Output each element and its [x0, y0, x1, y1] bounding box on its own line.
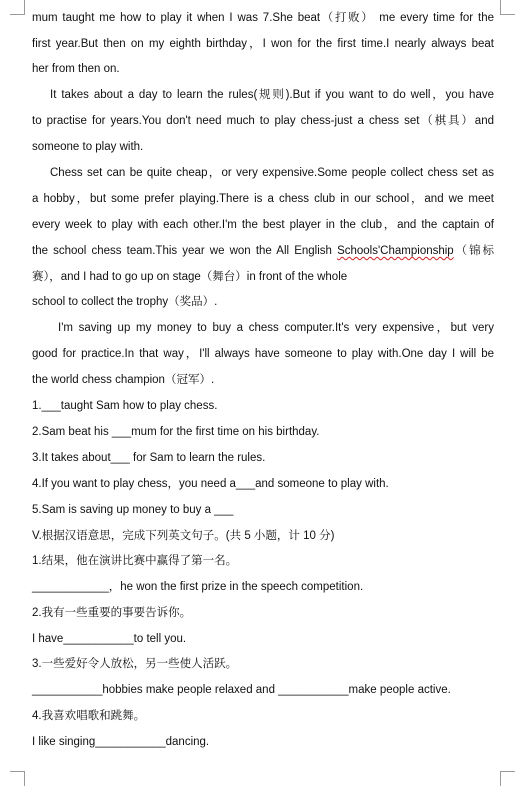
translation-prompt: 4.我喜欢唱歌和跳舞。: [32, 710, 146, 722]
passage-line: every week to play with each other.I'm the best player in the club，and the captain of: [32, 219, 494, 231]
passage-line: first year.But then on my eighth birthday，I won for the first time.I nearly always beat: [32, 38, 494, 50]
section-title: V.根据汉语意思，完成下列英文句子。(共 5 小题，计 10 分): [32, 530, 335, 542]
passage-line: mum taught me how to play it when I was 7.She beat（打败） me every time for the: [32, 12, 494, 24]
passage-line: a hobby，but some prefer playing.There is a chess club in our school，and we meet: [32, 193, 494, 205]
passage-text: the school chess team.This year we won the All English: [32, 245, 338, 257]
translation-answer-line: I like singing___________dancing.: [32, 736, 210, 748]
spellcheck-flagged-word: Schools'Championship: [337, 245, 454, 257]
translation-answer-line: ___________hobbies make people relaxed and ___________make people active.: [32, 684, 451, 696]
passage-line: [32, 243, 494, 259]
passage-text: （锦标: [453, 245, 495, 257]
passage-line: school to collect the trophy（奖品）.: [32, 296, 218, 308]
passage-line: It takes about a day to learn the rules(规则).But if you want to do well，you have: [50, 89, 494, 101]
translation-answer-line: ____________，he won the first prize in the speech competition.: [32, 581, 364, 593]
question-item: 1.___taught Sam how to play chess.: [32, 400, 218, 412]
passage-line: someone to play with.: [32, 141, 144, 153]
question-item: 4.If you want to play chess，you need a___and someone to play with.: [32, 478, 389, 490]
passage-line: to practise for years.You don't need much to play chess-just a chess set（棋具）and: [32, 115, 494, 127]
passage-line: her from then on.: [32, 63, 120, 75]
question-item: 3.It takes about___ for Sam to learn the rules.: [32, 452, 266, 464]
translation-prompt: 3.一些爱好令人放松，另一些使人活跃。: [32, 658, 238, 670]
page-corner-mark: [10, 771, 25, 786]
passage-line: 赛），and I had to go up on stage（舞台）in front of the whole: [32, 271, 348, 283]
question-item: 5.Sam is saving up money to buy a ___: [32, 504, 234, 516]
translation-answer-line: I have___________to tell you.: [32, 633, 187, 645]
passage-line: I'm saving up my money to buy a chess computer.It's very expensive，but very: [58, 322, 494, 334]
passage-line: good for practice.In that way，I'll always have someone to play with.One day I will be: [32, 348, 494, 360]
page-corner-mark: [10, 0, 25, 15]
translation-prompt: 2.我有一些重要的事要告诉你。: [32, 607, 192, 619]
passage-line: Chess set can be quite cheap，or very expensive.Some people collect chess set as: [50, 167, 494, 179]
page-corner-mark: [500, 0, 515, 15]
page-corner-mark: [500, 771, 515, 786]
passage-line: the world chess champion（冠军）.: [32, 374, 215, 386]
question-item: 2.Sam beat his ___mum for the first time on his birthday.: [32, 426, 320, 438]
translation-prompt: 1.结果，他在演讲比赛中赢得了第一名。: [32, 555, 238, 567]
